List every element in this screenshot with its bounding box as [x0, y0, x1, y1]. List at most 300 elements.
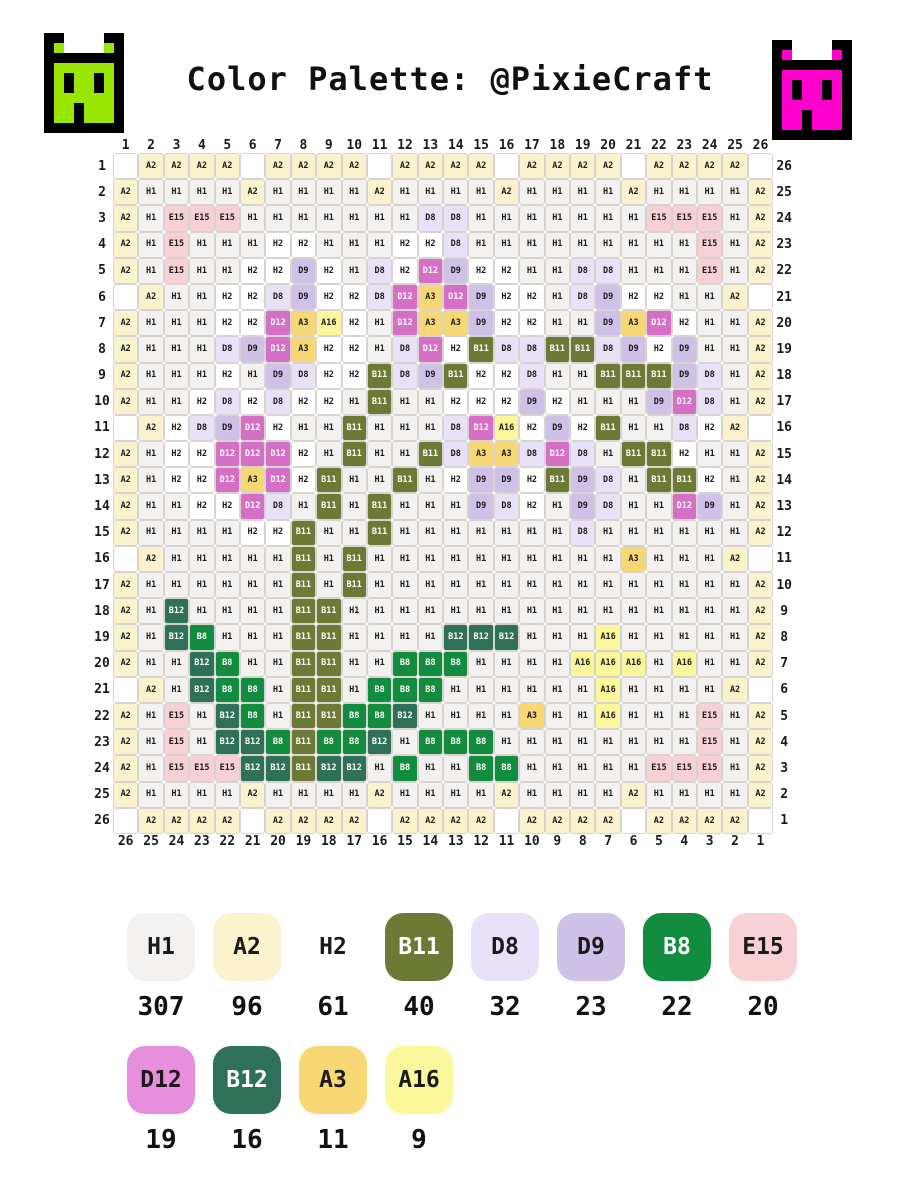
grid-cell-D12: D12: [443, 284, 468, 310]
grid-cell-H1: H1: [418, 415, 443, 441]
grid-cell-H1: H1: [545, 520, 570, 546]
grid-cell-A2: A2: [621, 782, 646, 808]
legend-item-D8: [471, 913, 539, 1022]
grid-cell-H1: H1: [595, 755, 620, 781]
grid-cell-D9: D9: [468, 284, 493, 310]
axis-label: 3: [172, 137, 181, 153]
grid-cell-H1: H1: [595, 546, 620, 572]
grid-cell-D8: D8: [697, 389, 722, 415]
axis-label: 1: [756, 834, 765, 850]
grid-cell-H2: H2: [519, 493, 544, 519]
grid-cell-H2: H2: [189, 467, 214, 493]
axis-label: 10: [776, 577, 792, 593]
grid-cell-H1: H1: [316, 520, 341, 546]
grid-cell-H1: H1: [545, 258, 570, 284]
grid-cell-H1: H1: [392, 520, 417, 546]
grid-cell-H1: H1: [164, 572, 189, 598]
grid-cell-H1: H1: [519, 598, 544, 624]
grid-cell-H2: H2: [342, 310, 367, 336]
grid-cell-H1: H1: [494, 651, 519, 677]
grid-cell-A2: A2: [316, 153, 341, 179]
grid-cell-B11: B11: [545, 467, 570, 493]
grid-cell-H2: H2: [265, 520, 290, 546]
grid-cell-B12: B12: [215, 729, 240, 755]
grid-cell-D8: D8: [291, 363, 316, 389]
grid-cell-D9: D9: [494, 467, 519, 493]
legend-count: 40: [403, 992, 435, 1022]
grid-cell-H1: H1: [519, 651, 544, 677]
grid-cell-H1: H1: [570, 598, 595, 624]
grid-cell-A2: A2: [748, 703, 773, 729]
grid-cell-D8: D8: [443, 232, 468, 258]
grid-cell-H1: H1: [519, 624, 544, 650]
axis-label: 14: [422, 834, 439, 850]
grid-cell-H1: H1: [545, 232, 570, 258]
grid-cell-D8: D8: [494, 336, 519, 362]
grid-cell-B12: B12: [164, 598, 189, 624]
grid-cell-H1: H1: [392, 205, 417, 231]
grid-cell-H1: H1: [672, 179, 697, 205]
grid-cell-H1: H1: [367, 441, 392, 467]
grid-cell-H1: H1: [392, 493, 417, 519]
grid-cell-H1: H1: [138, 572, 163, 598]
grid-cell-H1: H1: [240, 232, 265, 258]
grid-cell-H1: H1: [138, 755, 163, 781]
axis-label: 10: [94, 394, 110, 410]
grid-cell-H1: H1: [697, 441, 722, 467]
grid-cell-H1: H1: [215, 598, 240, 624]
legend-item-D12: [127, 1046, 195, 1155]
grid-cell-empty: [240, 808, 265, 834]
grid-cell-H1: H1: [240, 205, 265, 231]
legend-swatch-D12: D12: [127, 1046, 195, 1114]
grid-cell-H1: H1: [418, 755, 443, 781]
grid-cell-H2: H2: [494, 389, 519, 415]
axis-label: 5: [780, 708, 789, 724]
grid-cell-A2: A2: [697, 808, 722, 834]
axis-label: 20: [600, 137, 616, 153]
grid-cell-D12: D12: [240, 493, 265, 519]
grid-cell-H1: H1: [519, 179, 544, 205]
grid-cell-B8: B8: [367, 677, 392, 703]
grid-cell-H1: H1: [342, 467, 367, 493]
grid-cell-H1: H1: [621, 258, 646, 284]
grid-cell-D9: D9: [291, 258, 316, 284]
grid-cell-D8: D8: [570, 258, 595, 284]
axis-label: 18: [776, 368, 792, 384]
grid-cell-H1: H1: [265, 572, 290, 598]
grid-cell-D12: D12: [240, 415, 265, 441]
grid-cell-H1: H1: [697, 598, 722, 624]
grid-cell-H2: H2: [265, 232, 290, 258]
grid-cell-A2: A2: [113, 336, 138, 362]
grid-cell-D8: D8: [595, 258, 620, 284]
grid-cell-H1: H1: [646, 258, 671, 284]
grid-cell-H1: H1: [342, 205, 367, 231]
axis-label: 7: [604, 834, 613, 850]
grid-cell-A2: A2: [113, 389, 138, 415]
grid-cell-H1: H1: [316, 441, 341, 467]
grid-cell-H1: H1: [291, 415, 316, 441]
grid-cell-A2: A2: [215, 153, 240, 179]
grid-cell-E15: E15: [189, 755, 214, 781]
axis-label: 2: [98, 184, 106, 200]
axis-label: 24: [94, 760, 110, 776]
grid-cell-B11: B11: [418, 441, 443, 467]
grid-cell-H2: H2: [265, 415, 290, 441]
grid-cell-H1: H1: [443, 546, 468, 572]
grid-cell-H2: H2: [342, 336, 367, 362]
grid-cell-H1: H1: [215, 624, 240, 650]
grid-cell-B11: B11: [621, 363, 646, 389]
grid-cell-D8: D8: [367, 284, 392, 310]
axis-label: 22: [219, 834, 236, 850]
grid-cell-A2: A2: [316, 808, 341, 834]
grid-cell-H1: H1: [672, 572, 697, 598]
grid-cell-H2: H2: [215, 493, 240, 519]
grid-cell-D12: D12: [240, 441, 265, 467]
axis-label: 11: [498, 834, 515, 850]
grid-cell-D8: D8: [519, 336, 544, 362]
grid-cell-H2: H2: [519, 467, 544, 493]
grid-cell-D12: D12: [215, 467, 240, 493]
pattern-grid: [91, 137, 795, 850]
grid-cell-H1: H1: [519, 782, 544, 808]
grid-cell-H1: H1: [697, 546, 722, 572]
grid-cell-H1: H1: [367, 572, 392, 598]
grid-cell-H1: H1: [722, 467, 747, 493]
grid-cell-H1: H1: [545, 310, 570, 336]
grid-cell-A3: A3: [291, 336, 316, 362]
grid-cell-H2: H2: [621, 284, 646, 310]
grid-cell-A2: A2: [748, 336, 773, 362]
axis-label: 1: [121, 137, 130, 153]
grid-cell-D8: D8: [494, 493, 519, 519]
grid-cell-E15: E15: [697, 205, 722, 231]
grid-cell-H1: H1: [545, 703, 570, 729]
grid-cell-A2: A2: [113, 467, 138, 493]
grid-cell-H1: H1: [646, 651, 671, 677]
grid-cell-H1: H1: [468, 520, 493, 546]
grid-cell-D8: D8: [519, 363, 544, 389]
axis-label: 15: [473, 137, 489, 153]
grid-cell-H1: H1: [621, 703, 646, 729]
grid-cell-H2: H2: [189, 441, 214, 467]
grid-cell-H1: H1: [392, 441, 417, 467]
legend-swatch-B12: B12: [213, 1046, 281, 1114]
grid-cell-D8: D8: [265, 284, 290, 310]
grid-cell-H1: H1: [468, 205, 493, 231]
grid-cell-E15: E15: [697, 755, 722, 781]
grid-cell-H1: H1: [672, 782, 697, 808]
grid-cell-H1: H1: [545, 729, 570, 755]
grid-cell-H1: H1: [265, 703, 290, 729]
grid-cell-B8: B8: [240, 677, 265, 703]
grid-cell-H1: H1: [367, 546, 392, 572]
grid-cell-H1: H1: [468, 677, 493, 703]
grid-cell-H1: H1: [367, 467, 392, 493]
grid-cell-H1: H1: [494, 572, 519, 598]
grid-cell-H1: H1: [342, 493, 367, 519]
grid-cell-H1: H1: [621, 598, 646, 624]
grid-cell-H1: H1: [646, 520, 671, 546]
grid-cell-H1: H1: [367, 415, 392, 441]
grid-cell-A2: A2: [595, 808, 620, 834]
grid-cell-H1: H1: [189, 703, 214, 729]
grid-cell-D12: D12: [392, 284, 417, 310]
grid-cell-A3: A3: [519, 703, 544, 729]
grid-cell-H1: H1: [265, 651, 290, 677]
grid-cell-H2: H2: [164, 415, 189, 441]
grid-cell-H1: H1: [138, 232, 163, 258]
grid-cell-H1: H1: [697, 677, 722, 703]
axis-label: 16: [94, 551, 110, 567]
grid-cell-H1: H1: [468, 598, 493, 624]
grid-cell-H1: H1: [621, 205, 646, 231]
grid-cell-A2: A2: [240, 782, 265, 808]
grid-cell-H1: H1: [215, 232, 240, 258]
grid-cell-A2: A2: [418, 153, 443, 179]
axis-label: 20: [94, 656, 110, 672]
grid-cell-H2: H2: [189, 493, 214, 519]
grid-cell-H1: H1: [519, 729, 544, 755]
axis-label: 7: [780, 656, 789, 672]
grid-cell-H1: H1: [138, 651, 163, 677]
grid-cell-H1: H1: [138, 729, 163, 755]
grid-cell-B12: B12: [367, 729, 392, 755]
axis-label: 21: [776, 289, 792, 305]
grid-cell-A3: A3: [621, 546, 646, 572]
legend-swatch-A16: A16: [385, 1046, 453, 1114]
grid-cell-E15: E15: [672, 755, 697, 781]
axis-label: 15: [776, 446, 792, 462]
grid-cell-E15: E15: [215, 205, 240, 231]
grid-cell-H1: H1: [621, 572, 646, 598]
axis-label: 8: [578, 834, 587, 850]
grid-cell-H1: H1: [164, 336, 189, 362]
grid-cell-B11: B11: [621, 441, 646, 467]
grid-cell-D9: D9: [697, 493, 722, 519]
grid-cell-H2: H2: [697, 467, 722, 493]
axis-label: 22: [776, 263, 792, 279]
grid-cell-B11: B11: [291, 624, 316, 650]
grid-cell-H1: H1: [722, 782, 747, 808]
axis-label: 4: [780, 734, 789, 750]
grid-cell-A2: A2: [113, 179, 138, 205]
legend-item-A3: [299, 1046, 367, 1155]
axis-label: 9: [324, 137, 333, 153]
grid-cell-B11: B11: [291, 651, 316, 677]
grid-cell-A2: A2: [722, 808, 747, 834]
grid-cell-H1: H1: [545, 363, 570, 389]
grid-cell-H1: H1: [545, 755, 570, 781]
grid-cell-H1: H1: [418, 703, 443, 729]
grid-cell-D9: D9: [672, 363, 697, 389]
grid-cell-H1: H1: [646, 415, 671, 441]
grid-cell-H1: H1: [545, 284, 570, 310]
grid-cell-H1: H1: [722, 389, 747, 415]
grid-cell-H1: H1: [164, 546, 189, 572]
page-title: Color Palette: @PixieCraft: [186, 60, 714, 98]
color-legend: [127, 913, 797, 1179]
axis-label: 23: [676, 137, 693, 153]
grid-cell-B12: B12: [468, 624, 493, 650]
grid-cell-H1: H1: [468, 782, 493, 808]
grid-cell-E15: E15: [164, 729, 189, 755]
grid-cell-B11: B11: [291, 520, 316, 546]
grid-cell-H1: H1: [621, 493, 646, 519]
grid-cell-H1: H1: [621, 677, 646, 703]
grid-cell-H1: H1: [138, 441, 163, 467]
grid-cell-H1: H1: [392, 598, 417, 624]
grid-cell-H1: H1: [138, 179, 163, 205]
grid-cell-H1: H1: [697, 782, 722, 808]
grid-cell-H2: H2: [316, 363, 341, 389]
axis-label: 16: [371, 834, 388, 850]
grid-cell-H1: H1: [646, 546, 671, 572]
axis-label: 21: [625, 137, 642, 153]
grid-cell-D8: D8: [367, 258, 392, 284]
grid-cell-B12: B12: [240, 729, 265, 755]
axis-label: 7: [98, 315, 106, 331]
axis-label: 16: [498, 137, 515, 153]
axis-label: 5: [223, 137, 232, 153]
grid-cell-A2: A2: [646, 808, 671, 834]
grid-cell-H1: H1: [722, 363, 747, 389]
axis-label: 14: [94, 499, 110, 515]
grid-cell-H1: H1: [342, 598, 367, 624]
grid-cell-H2: H2: [342, 284, 367, 310]
legend-row-1: [127, 913, 797, 1022]
grid-cell-A3: A3: [291, 310, 316, 336]
grid-cell-H1: H1: [494, 729, 519, 755]
grid-cell-H1: H1: [164, 677, 189, 703]
grid-cell-H2: H2: [316, 258, 341, 284]
grid-cell-H1: H1: [672, 546, 697, 572]
grid-cell-H1: H1: [418, 624, 443, 650]
grid-cell-H1: H1: [189, 520, 214, 546]
grid-cell-H1: H1: [240, 651, 265, 677]
grid-cell-A2: A2: [367, 782, 392, 808]
grid-cell-H1: H1: [672, 598, 697, 624]
grid-cell-H1: H1: [392, 389, 417, 415]
grid-cell-H1: H1: [418, 546, 443, 572]
grid-cell-H1: H1: [722, 572, 747, 598]
grid-cell-H1: H1: [519, 232, 544, 258]
grid-cell-H2: H2: [215, 284, 240, 310]
grid-cell-H1: H1: [418, 389, 443, 415]
grid-cell-D8: D8: [418, 205, 443, 231]
grid-cell-A2: A2: [570, 808, 595, 834]
legend-swatch-B8: B8: [643, 913, 711, 981]
grid-cell-H1: H1: [519, 258, 544, 284]
grid-cell-A2: A2: [748, 310, 773, 336]
legend-count: 19: [145, 1125, 177, 1155]
grid-cell-H2: H2: [291, 389, 316, 415]
legend-count: 32: [489, 992, 521, 1022]
grid-cell-H1: H1: [519, 677, 544, 703]
grid-cell-H1: H1: [646, 179, 671, 205]
grid-cell-A2: A2: [342, 808, 367, 834]
grid-cell-H1: H1: [138, 598, 163, 624]
grid-cell-H1: H1: [722, 755, 747, 781]
grid-cell-D12: D12: [418, 336, 443, 362]
grid-cell-H1: H1: [392, 546, 417, 572]
grid-cell-A2: A2: [291, 153, 316, 179]
grid-cell-H1: H1: [570, 232, 595, 258]
grid-cell-H2: H2: [468, 389, 493, 415]
grid-cell-H1: H1: [164, 310, 189, 336]
axis-label: 25: [94, 787, 110, 803]
grid-cell-H1: H1: [722, 493, 747, 519]
grid-cell-H1: H1: [672, 520, 697, 546]
grid-cell-empty: [748, 153, 773, 179]
grid-cell-H1: H1: [646, 232, 671, 258]
grid-cell-B11: B11: [342, 546, 367, 572]
grid-cell-H1: H1: [342, 624, 367, 650]
grid-cell-A2: A2: [291, 808, 316, 834]
grid-cell-H1: H1: [392, 782, 417, 808]
grid-cell-H1: H1: [189, 572, 214, 598]
grid-cell-D8: D8: [570, 520, 595, 546]
grid-cell-H1: H1: [646, 598, 671, 624]
grid-cell-B12: B12: [240, 755, 265, 781]
grid-cell-H1: H1: [494, 703, 519, 729]
axis-label: 25: [727, 137, 743, 153]
grid-cell-H2: H2: [316, 336, 341, 362]
grid-cell-H1: H1: [367, 205, 392, 231]
grid-cell-H2: H2: [240, 520, 265, 546]
grid-cell-H1: H1: [392, 624, 417, 650]
grid-cell-E15: E15: [646, 755, 671, 781]
grid-cell-B8: B8: [240, 703, 265, 729]
grid-cell-H2: H2: [418, 232, 443, 258]
grid-cell-H2: H2: [519, 310, 544, 336]
grid-cell-B11: B11: [316, 493, 341, 519]
grid-cell-A2: A2: [113, 363, 138, 389]
grid-cell-D12: D12: [265, 310, 290, 336]
legend-count: 61: [317, 992, 349, 1022]
axis-label: 6: [98, 289, 106, 305]
grid-cell-H1: H1: [722, 179, 747, 205]
grid-cell-H1: H1: [316, 572, 341, 598]
grid-cell-B12: B12: [392, 703, 417, 729]
grid-cell-H1: H1: [291, 782, 316, 808]
grid-cell-H1: H1: [164, 284, 189, 310]
axis-label: 17: [346, 834, 363, 850]
grid-cell-B8: B8: [189, 624, 214, 650]
grid-cell-H2: H2: [697, 415, 722, 441]
axis-label: 3: [705, 834, 714, 850]
grid-cell-H2: H2: [392, 258, 417, 284]
grid-cell-D9: D9: [265, 363, 290, 389]
grid-cell-B12: B12: [164, 624, 189, 650]
axis-label: 22: [651, 137, 667, 153]
grid-cell-A2: A2: [748, 520, 773, 546]
grid-cell-B11: B11: [316, 651, 341, 677]
grid-cell-H1: H1: [646, 729, 671, 755]
grid-cell-H2: H2: [240, 389, 265, 415]
grid-cell-A3: A3: [418, 284, 443, 310]
grid-cell-E15: E15: [672, 205, 697, 231]
legend-count: 16: [231, 1125, 263, 1155]
grid-cell-H1: H1: [240, 363, 265, 389]
grid-cell-D12: D12: [545, 441, 570, 467]
grid-cell-H1: H1: [722, 232, 747, 258]
grid-cell-D9: D9: [545, 415, 570, 441]
grid-cell-empty: [621, 808, 646, 834]
grid-cell-H1: H1: [418, 467, 443, 493]
